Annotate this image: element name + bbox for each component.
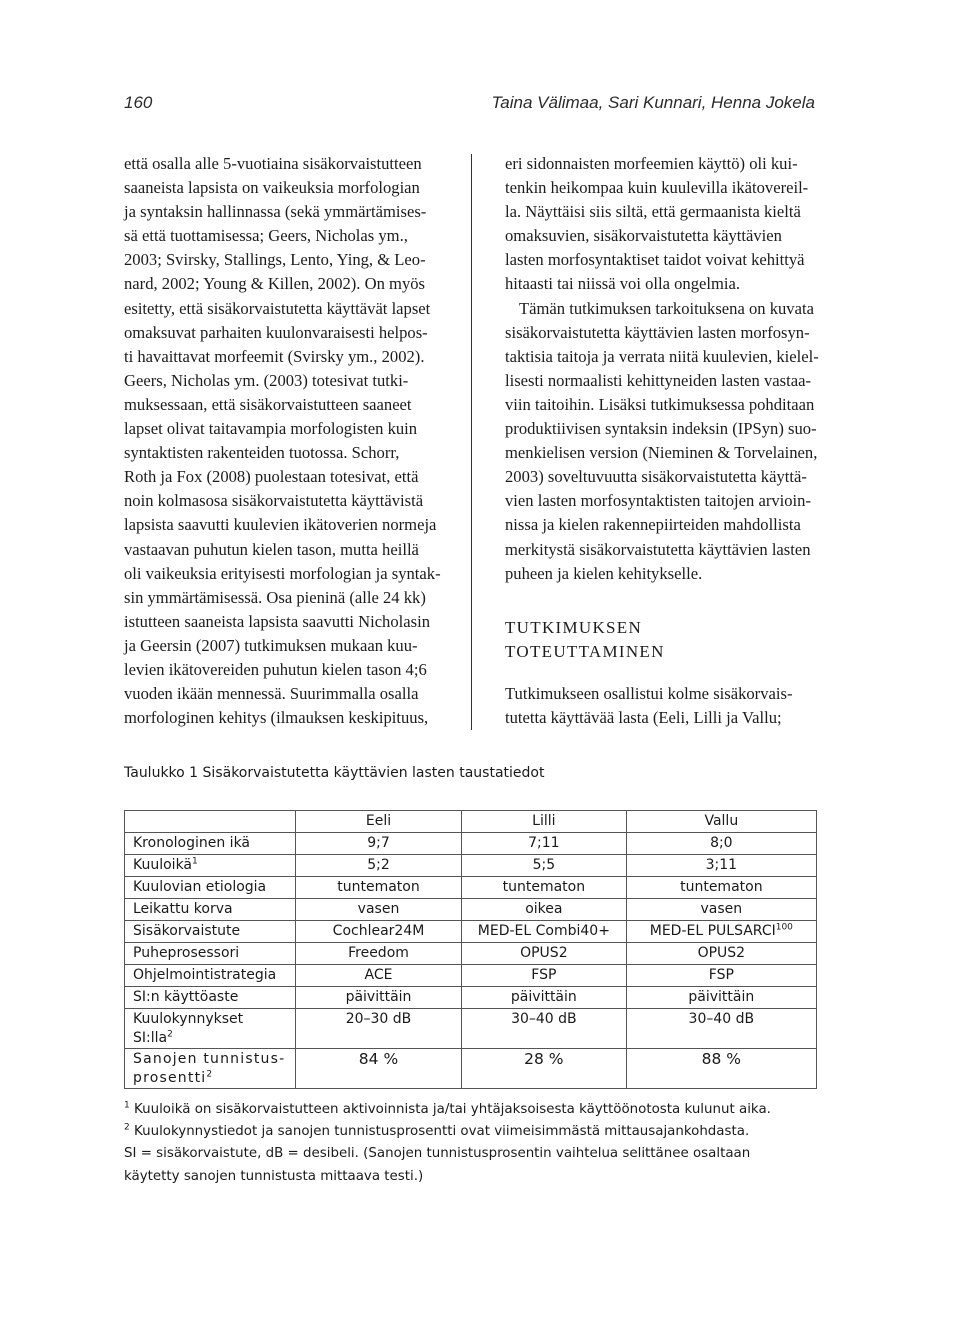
table-row [125,1009,817,1049]
cell-value: tuntematon [337,879,420,895]
section-heading-line-1: TUTKIMUKSEN [505,617,643,637]
table-cell [462,987,627,1009]
table-row [125,921,817,943]
row-label: Puheprosessori [133,945,240,961]
text-line: sin ymmärtämisessä. Osa pieninä (alle 24 kk) [124,587,426,607]
table-cell [462,943,627,965]
text-line: Tutkimukseen osallistui kolme sisäkorvais- [505,683,793,703]
text-line: nissa ja kielen rakennepiirteiden mahdollista [505,515,801,535]
row-label: Kuulokynnykset [133,1011,244,1027]
text-line: lisesti normaalisti kehittyneiden lasten vastaa- [505,370,811,390]
cell-value: 30–40 dB [511,1011,577,1027]
text-line: hitaasti tai niissä voi olla ongelmia. [505,274,741,294]
header-empty-cell [125,811,296,833]
table-cell [462,1049,627,1089]
table-cell [626,899,816,921]
text-line: eri sidonnaisten morfeemien käyttö) oli kui- [505,154,798,173]
cell-value: tuntematon [680,879,763,895]
table-cell [295,943,461,965]
text-line: tutetta käyttävää lasta (Eeli, Lilli ja Vallu; [505,707,782,727]
right-paragraph-3 [505,682,820,730]
table-cell [626,965,816,987]
table-cell [626,855,816,877]
text-line: 2003; Svirsky, Stallings, Lento, Ying, & Leo- [124,250,426,270]
running-header-authors: Taina Välimaa, Sari Kunnari, Henna Jokela [491,93,815,112]
row-label: Sanojen tunnistus- [133,1051,286,1067]
table-cell [462,899,627,921]
row-label: SI:n käyttöaste [133,989,239,1005]
table-row [125,833,817,855]
column-divider [471,154,472,730]
cell-value: FSP [531,967,557,983]
table-cell [626,833,816,855]
cell-value: päivittäin [510,989,577,1005]
table-cell [626,921,816,943]
cell-value: OPUS2 [697,945,746,961]
table-row [125,987,817,1009]
table-cell [295,855,461,877]
text-line: vastaavan puhutun kielen tason, mutta heillä [124,539,419,559]
cell-value: 30–40 dB [688,1011,755,1027]
cell-value: 9;7 [367,835,390,851]
text-line: lasten morfosyntaktiset taidot voivat kehittyä [505,250,805,270]
cell-value: 8;0 [710,835,733,851]
text-line: 2003) soveltuvuutta sisäkorvaistutetta käyttä- [505,467,807,487]
footnote-2-text: Kuulokynnystiedot ja sanojen tunnistusprosentti ovat viimeisimmästä mittausajankohdasta. [129,1124,750,1140]
cell-value: 5;2 [367,857,390,873]
table-cell [462,855,627,877]
text-line: saaneista lapsista on vaikeuksia morfologian [124,178,420,198]
table-row [125,899,817,921]
column-header: Eeli [295,811,461,833]
cell-value: päivittäin [688,989,755,1005]
table-cell [462,921,627,943]
table-cell [626,943,816,965]
row-label: Kuulovian etiologia [133,879,267,895]
cell-value: 28 % [524,1050,564,1068]
text-line: vuoden ikään mennessä. Suurimmalla osalla [124,684,419,704]
cell-value: vasen [700,901,743,917]
table-cell [462,877,627,899]
right-column [505,152,820,730]
row-label-cell [125,1009,296,1049]
table-cell [295,921,461,943]
text-line: nard, 2002; Young & Killen, 2002). On myös [124,274,425,294]
row-label-cell [125,1049,296,1089]
table-cell [626,877,816,899]
table-cell [462,965,627,987]
right-paragraph-2 [505,297,820,586]
cell-value: Cochlear24M [332,923,425,939]
row-label-footnote-mark: 1 [192,856,198,867]
table-row [125,1049,817,1089]
text-line: ja Geersin (2007) tutkimuksen mukaan kuu- [124,635,418,655]
text-line: lapsista saavutti kuulevien ikätoverien normeja [124,515,437,535]
row-label-cell [125,877,296,899]
column-header: Lilli [462,811,627,833]
text-line: lapset olivat taitavampia morfologisten kuin [124,419,418,439]
text-line: vien lasten morfosyntaktisten taitojen arvioin- [505,491,811,511]
left-column [124,152,446,730]
text-line: ja syntaksin hallinnassa (sekä ymmärtämises- [124,202,427,222]
text-line: ti havaittavat morfeemit (Svirsky ym., 2002). [124,346,425,366]
text-line: oli vaikeuksia erityisesti morfologian ja syntak- [124,563,441,583]
text-line: Tämän tutkimuksen tarkoituksena on kuvata [519,298,814,318]
footnote-1-mark: 1 [124,1100,130,1111]
text-line: että osalla alle 5-vuotiaina sisäkorvaistutteen [124,154,422,173]
table-cell [295,899,461,921]
text-line: la. Näyttäisi siis siltä, että germaanista kieltä [505,202,801,222]
text-line: produktiivisen syntaksin indeksin (IPSyn) suo- [505,419,817,439]
cell-value: MED-EL PULSARCI [649,923,776,939]
section-heading-line-2: TOTEUTTAMINEN [505,641,665,661]
table-row [125,877,817,899]
text-line: taktisia taitoja ja verrata niitä kuulevien, kielel- [505,346,819,366]
row-label-continued: prosentti [133,1070,207,1086]
row-label: Kuuloikä [133,857,193,873]
cell-value: 88 % [701,1050,742,1068]
row-label-cell [125,987,296,1009]
footnote-abbrev-line-2: käytetty sanojen tunnistusta mittaava testi.) [124,1168,424,1184]
text-line: tenkin heikompaa kuin kuulevilla ikätovereil- [505,178,809,198]
text-line: omaksuvien, sisäkorvaistutetta käyttävien [505,226,782,246]
row-label-footnote-mark: 2 [167,1029,173,1040]
cell-superscript: 100 [775,922,793,933]
footnote-1-text: Kuuloikä on sisäkorvaistutteen aktivoinnista ja/tai yhtäjaksoisesta käyttöönotosta kulunut aika. [129,1102,771,1117]
row-label-continued: SI:lla [133,1030,168,1046]
table-cell [462,1009,627,1049]
row-label-cell [125,855,296,877]
table-cell [295,1009,461,1049]
table-cell [295,987,461,1009]
row-label: Leikattu korva [133,901,233,917]
cell-value: 84 % [358,1050,399,1068]
row-label-footnote-mark: 2 [206,1069,214,1080]
background-info-table [124,810,817,1089]
table-cell [626,1009,816,1049]
table-cell [295,965,461,987]
text-line: istutteen saaneista lapsista saavutti Nicholasin [124,611,430,631]
text-line: sisäkorvaistutetta käyttävien lasten morfosyn- [505,322,810,342]
row-label: Ohjelmointistrategia [133,967,277,983]
text-line: esitetty, että sisäkorvaistutetta käyttävät lapset [124,298,431,318]
table-caption: Taulukko 1 Sisäkorvaistutetta käyttävien lasten taustatiedot [124,765,545,781]
cell-value: päivittäin [345,989,412,1005]
text-line: morfologinen kehitys (ilmauksen keskipituus, [124,708,429,728]
table-row [125,943,817,965]
cell-value: ACE [364,967,393,983]
text-line: sä että tuottamisessa; Geers, Nicholas ym., [124,226,408,246]
table-header-row [125,811,817,833]
row-label-cell [125,899,296,921]
text-line: Geers, Nicholas ym. (2003) totesivat tutki- [124,370,409,390]
row-label-cell [125,965,296,987]
text-line: syntaktisten rakenteiden tuotossa. Schorr, [124,443,400,463]
row-label-cell [125,833,296,855]
page-number: 160 [124,93,153,112]
cell-value: 7;11 [528,835,560,851]
cell-value: 5;5 [532,857,556,873]
text-line: Roth ja Fox (2008) puolestaan totesivat, että [124,467,419,487]
cell-value: oikea [525,901,563,917]
section-heading [505,616,820,664]
column-header: Vallu [626,811,816,833]
table-cell [462,833,627,855]
table-cell [626,1049,816,1089]
table-cell [295,877,461,899]
row-label: Kronologinen ikä [133,835,251,851]
table-cell [626,987,816,1009]
table-cell [295,1049,461,1089]
text-line: viin taitoihin. Lisäksi tutkimuksessa pohditaan [505,394,815,414]
row-label-cell [125,921,296,943]
text-line: noin kolmasosa sisäkorvaistutetta käyttävistä [124,491,424,511]
cell-value: MED-EL Combi40+ [477,923,610,939]
cell-value: 20–30 dB [345,1011,412,1027]
footnote-2-mark: 2 [124,1122,130,1133]
text-line: levien ikätovereiden puhutun kielen tason 4;6 [124,659,427,679]
text-line: merkitystä sisäkorvaistutetta käyttävien lasten [505,539,811,559]
row-label: Sisäkorvaistute [133,923,241,939]
row-label-cell [125,943,296,965]
text-line: omaksuvat parhaiten kuulonvaraisesti helpos- [124,322,428,342]
footnote-abbrev-line: SI = sisäkorvaistute, dB = desibeli. (Sanojen tunnistusprosentin vaihtelua selittänee osaltaan [124,1146,751,1162]
text-line: menkielisen version (Nieminen & Torvelainen, [505,443,818,463]
right-paragraph-1 [505,152,820,297]
cell-value: OPUS2 [520,945,568,961]
footnote-2 [124,1121,824,1143]
text-line: muksessaan, että sisäkorvaistutteen saaneet [124,394,412,414]
table-cell [295,833,461,855]
footnote-1 [124,1099,824,1121]
table-row [125,965,817,987]
table-footnotes [124,1099,824,1188]
left-paragraph [124,152,446,730]
cell-value: 3;11 [705,857,738,873]
cell-value: FSP [708,967,734,983]
cell-value: vasen [357,901,400,917]
cell-value: tuntematon [502,879,586,895]
cell-value: Freedom [348,945,409,961]
table-row [125,855,817,877]
text-line: puheen ja kielen kehitykselle. [505,563,703,583]
